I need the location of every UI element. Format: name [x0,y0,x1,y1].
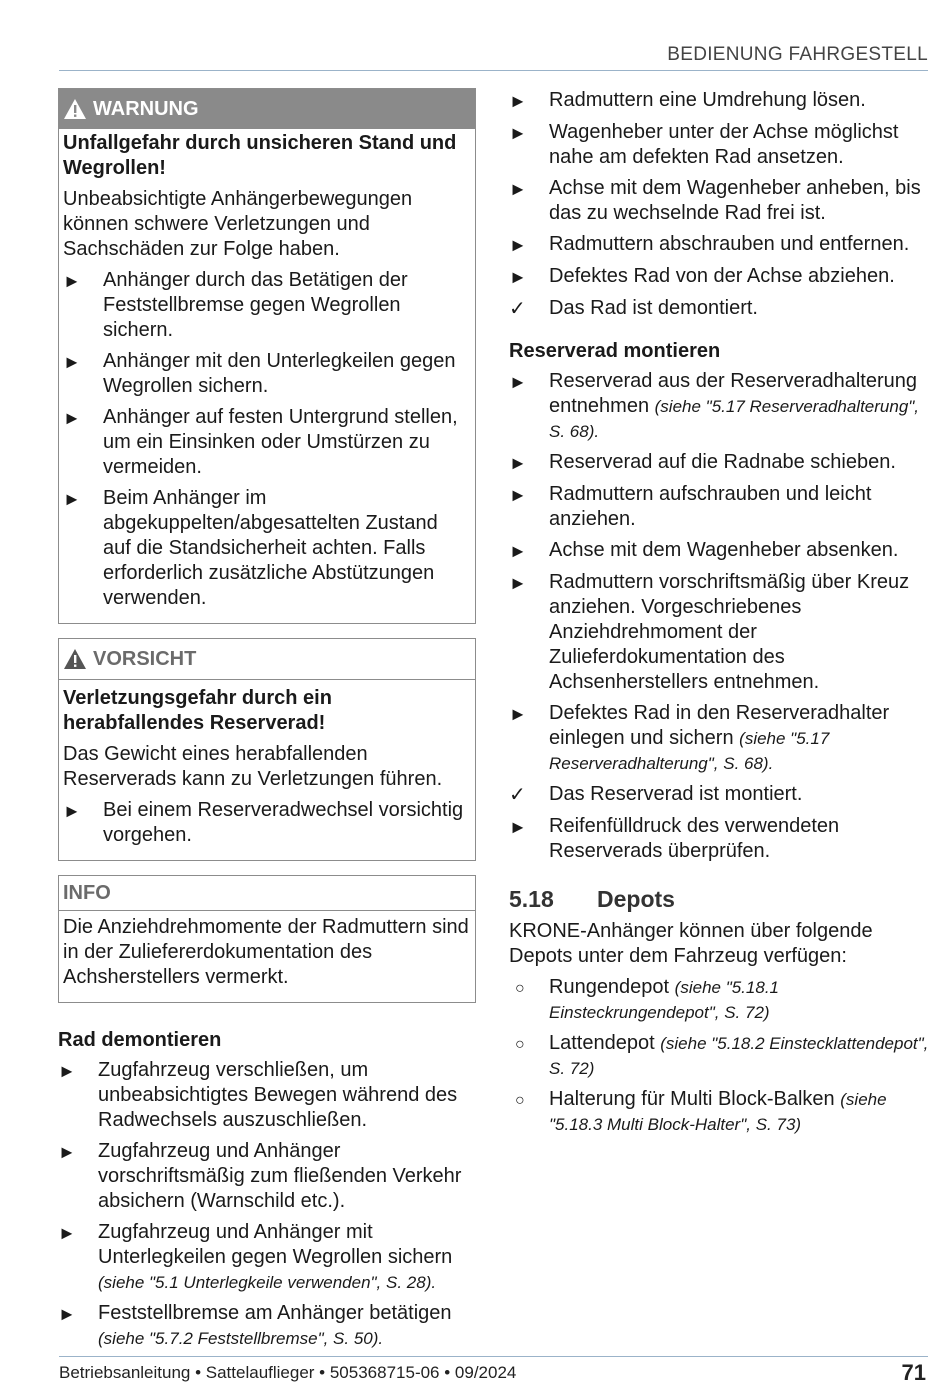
caution-triangle-icon [63,648,87,670]
page-number: 71 [901,1360,926,1385]
list-item: ► Radmuttern aufschrauben und leicht anziehen. [509,483,872,530]
section-title: Depots [597,886,675,912]
warning-title: Unfallgefahr durch unsicheren Stand und Wegrollen! [63,132,457,179]
list-item: ► Achse mit dem Wagenheber absenken. [509,538,929,564]
cross-reference: (siehe "5.18.3 Multi Block-Halter", S. 73) [549,1090,887,1134]
warning-label: WARNUNG [93,97,199,120]
list-item: ► Radmuttern vorschriftsmäßig über Kreuz anziehen. Vorgeschriebenes Anziehdrehmoment der Zulieferdokumentation des Achsenherstellers entnehmen. [509,571,910,693]
caution-box [58,638,476,861]
arrow-bullet-icon: ► [63,352,81,372]
list-item: ► Reserverad auf die Radnabe schieben. [509,450,929,476]
list-item: ► Feststellbremse am Anhänger betätigen (siehe "5.7.2 Feststellbremse", S. 50). [58,1301,476,1351]
list-item: ► Achse mit dem Wagenheber anheben, bis das zu wechselnde Rad frei ist. [509,177,921,224]
cross-reference: (siehe "5.1 Unterlegkeile verwenden", S. 28). [98,1273,437,1292]
list-item: ► Radmuttern eine Umdrehung lösen. [509,88,929,114]
list-item: ► Radmuttern abschrauben und entfernen. [509,232,929,258]
list-item: ► Defektes Rad in den Reserveradhalter einlegen und sichern (siehe "5.17 Reserveradhalterung", S. 68). [509,701,929,776]
list-item: ► Anhänger durch das Betätigen der Feststellbremse gegen Wegrollen sichern. [63,269,408,341]
checkmark-icon: ✓ [509,784,526,806]
header-divider [59,70,928,71]
arrow-bullet-icon: ► [58,1304,76,1324]
section-heading [509,886,929,913]
list-item: ○ Halterung für Multi Block-Balken (siehe "5.18.3 Multi Block-Halter", S. 73) [509,1087,929,1137]
arrow-bullet-icon: ► [509,817,527,837]
circle-bullet-icon: ○ [515,1092,525,1109]
arrow-bullet-icon: ► [509,573,527,593]
list-item: ► Reifenfülldruck des verwendeten Reserverads überprüfen. [509,815,840,862]
right-column [509,88,929,1143]
caution-text: Das Gewicht eines herabfallenden Reserverads kann zu Verletzungen führen. [63,743,443,790]
cross-reference: (siehe "5.18.2 Einstecklattendepot", S. 72) [549,1034,929,1078]
arrow-bullet-icon: ► [509,372,527,392]
arrow-bullet-icon: ► [58,1223,76,1243]
warning-box [58,88,476,624]
arrow-bullet-icon: ► [509,123,527,143]
section-number: 5.18 [509,886,554,912]
arrow-bullet-icon: ► [509,704,527,724]
arrow-bullet-icon: ► [63,271,81,291]
circle-bullet-icon: ○ [515,980,525,997]
list-item: ► Bei einem Reserveradwechsel vorsichtig vorgehen. [63,799,464,846]
cross-reference: (siehe "5.18.1 Einsteckrungendepot", S. 72) [549,978,779,1022]
cross-reference: (siehe "5.17 Reserveradhalterung", S. 68). [549,397,920,441]
footer-text: Betriebsanleitung • Sattelauflieger • 505368715-06 • 09/2024 [59,1363,517,1382]
caution-header [59,639,475,680]
arrow-bullet-icon: ► [63,408,81,428]
list-item: ► Defektes Rad von der Achse abziehen. [509,264,929,290]
cross-reference: (siehe "5.7.2 Feststellbremse", S. 50). [98,1329,384,1348]
result-item: ✓ Das Reserverad ist montiert. [509,783,803,806]
info-text: Die Anziehdrehmomente der Radmuttern sind in der Zuliefererdokumentation des Achsherstellers vermerkt. [63,916,469,988]
cross-reference: (siehe "5.17 Reserveradhalterung", S. 68). [549,729,830,773]
list-item: ► Anhänger auf festen Untergrund stellen, um ein Einsinken oder Umstürzen zu vermeiden. [63,406,458,478]
arrow-bullet-icon: ► [63,801,81,821]
reserverad-montieren-heading: Reserverad montieren [509,340,721,362]
checkmark-icon: ✓ [509,298,526,320]
arrow-bullet-icon: ► [509,267,527,287]
list-item: ► Anhänger mit den Unterlegkeilen gegen Wegrollen sichern. [63,350,456,397]
caution-label: VORSICHT [93,647,197,670]
rad-demontieren-heading: Rad demontieren [58,1029,222,1051]
list-item: ► Zugfahrzeug verschließen, um unbeabsichtigtes Bewegen während des Radwechsels auszuschließen. [58,1059,458,1131]
list-item: ► Beim Anhänger im abgekuppelten/abgesattelten Zustand auf die Standsicherheit achten. Falls erforderlich zusätzliche Abstützungen verwenden. [63,487,438,609]
list-item: ► Zugfahrzeug und Anhänger vorschriftsmäßig zum fließenden Verkehr absichern (Warnschild etc.). [58,1140,462,1212]
arrow-bullet-icon: ► [509,179,527,199]
list-item: ○ Rungendepot (siehe "5.18.1 Einsteckrungendepot", S. 72) [509,975,929,1025]
arrow-bullet-icon: ► [509,453,527,473]
warning-header [59,89,475,129]
info-header: INFO [59,876,475,911]
info-box [58,875,476,1003]
result-item: ✓ Das Rad ist demontiert. [509,297,758,320]
footer-divider [59,1356,928,1357]
arrow-bullet-icon: ► [63,489,81,509]
arrow-bullet-icon: ► [509,235,527,255]
warning-text: Unbeabsichtigte Anhängerbewegungen können schwere Verletzungen und Sachschäden zur Folge haben. [63,188,413,260]
arrow-bullet-icon: ► [58,1142,76,1162]
warning-triangle-icon [63,98,87,120]
left-column [58,88,476,1357]
list-item: ► Zugfahrzeug und Anhänger mit Unterlegkeilen gegen Wegrollen sichern (siehe "5.1 Unterlegkeile verwenden", S. 28). [58,1220,476,1295]
arrow-bullet-icon: ► [58,1061,76,1081]
list-item: ► Reserverad aus der Reserveradhalterung entnehmen (siehe "5.17 Reserveradhalterung", S. 68). [509,369,929,444]
arrow-bullet-icon: ► [509,91,527,111]
arrow-bullet-icon: ► [509,541,527,561]
caution-title: Verletzungsgefahr durch ein herabfallendes Reserverad! [63,687,332,734]
circle-bullet-icon: ○ [515,1036,525,1053]
arrow-bullet-icon: ► [509,485,527,505]
list-item: ○ Lattendepot (siehe "5.18.2 Einstecklattendepot", S. 72) [509,1031,929,1081]
page-header-title: BEDIENUNG FAHRGESTELL [667,44,928,65]
list-item: ► Wagenheber unter der Achse möglichst nahe am defekten Rad ansetzen. [509,121,899,168]
depots-intro: KRONE-Anhänger können über folgende Depots unter dem Fahrzeug verfügen: [509,920,873,967]
